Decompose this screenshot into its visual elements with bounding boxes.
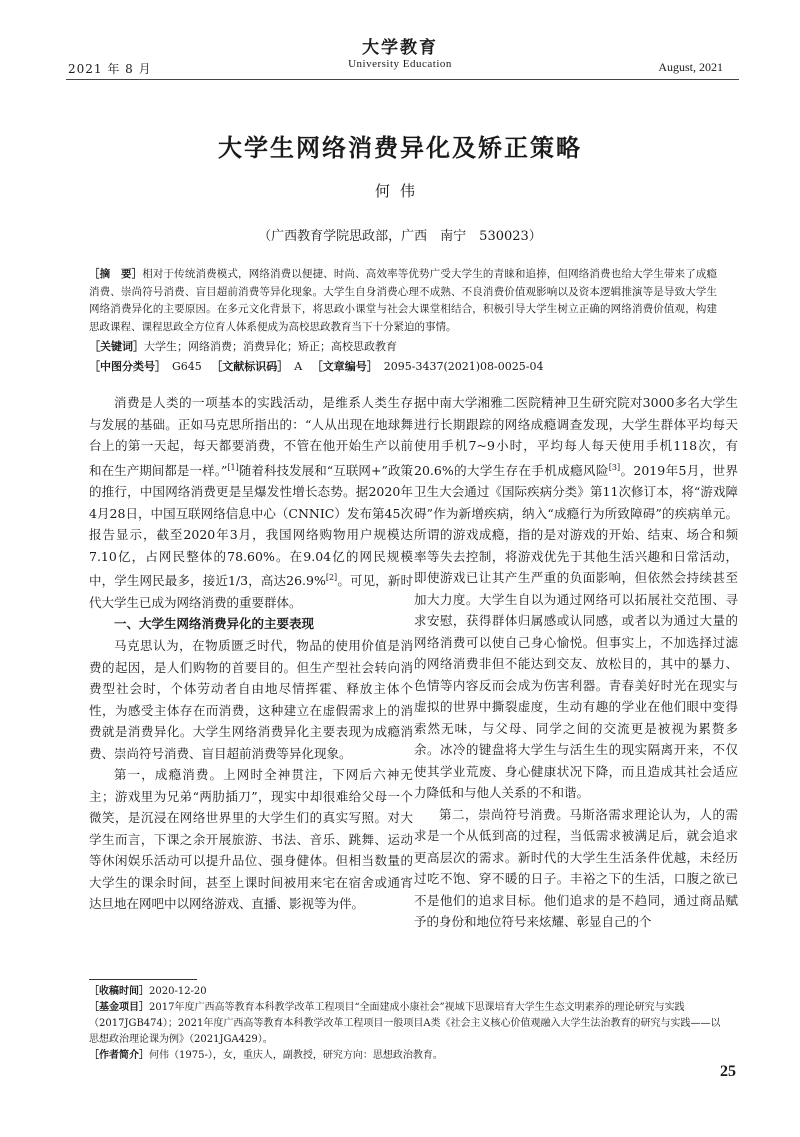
received-value: 2020-12-20 bbox=[149, 986, 207, 997]
abstract-text: 相对于传统消费模式，网络消费以便捷、时尚、高效率等优势广受大学生的青睐和追捧，但网络消费也给大学生带来了成瘾消费、崇尚符号消费、盲目超前消费等异化现象。大学生自身消费心理不成熟、不良消费价值观影响以及资本逻辑推演等是导致大学生网络消费异化的主要原因。在多元文化背景下，将思政小课堂与社会大课堂相结合，积极引导大学生树立正确的网络消费价值观，构建思政课程、课程思政全方位育人体系便成为高校思政教育当下十分紧迫的事情。 bbox=[89, 268, 717, 333]
article-author: 何伟 bbox=[374, 182, 425, 200]
footnote-fund bbox=[89, 1000, 729, 1048]
keywords-label: ［关键词］ bbox=[89, 340, 144, 353]
journal-logo: 大学教育 bbox=[362, 38, 438, 58]
doc-code-label: ［文献标识码］ bbox=[211, 360, 289, 373]
citation-ref: [1] bbox=[227, 462, 239, 472]
keywords bbox=[89, 338, 717, 354]
page-number: 25 bbox=[720, 1063, 736, 1080]
header-divider bbox=[66, 79, 739, 80]
section-heading: 一、大学生网络消费异化的主要表现 bbox=[114, 616, 315, 632]
fund-label: ［基金项目］ bbox=[89, 1002, 149, 1013]
abstract-label: ［摘 要］ bbox=[89, 268, 143, 280]
paragraph-text: 消费是人类的一项基本的实践活动，是维系人类生存与发展的基础。正如马克思所指出的：“人从出现在地球舞台上的第一天起，每天都要消费，不管在他开始生产以前和在生产期间都是一样。” bbox=[89, 395, 413, 478]
abstract bbox=[89, 266, 717, 336]
paragraph: 第一，成瘾消费。上网时全神贯注，下网后六神无主；游戏里为兄弟“两肋插刀”，现实中却很难给父母一个微笑，是沉浸在网络世界里的大学生们的真实写照。对大学生而言，下课之余开展旅游、书法、音乐、跳舞、运动等休闲娱乐活动可以提升品位、强身健体。但相当数量的大学生的课余时间，甚至上课时间被用来宅在宿舍或通宵达旦地在网吧中以网络游戏、直播、影视等为伴。 bbox=[89, 767, 413, 912]
author-affiliation: （广西教育学院思政部，广西 南宁 530023） bbox=[258, 229, 542, 244]
article-title: 大学生网络消费异化及矫正策略 bbox=[218, 134, 582, 162]
paragraph bbox=[414, 392, 738, 804]
doc-code-value: A bbox=[294, 360, 303, 373]
clc-value: G645 bbox=[172, 360, 202, 373]
citation-ref: [2] bbox=[325, 573, 338, 583]
received-label: ［收稿时间］ bbox=[89, 986, 149, 997]
classification-line bbox=[89, 358, 717, 374]
citation-ref: [3] bbox=[608, 462, 621, 472]
issue-date-en: August, 2021 bbox=[658, 60, 723, 74]
footnote-author-bio bbox=[89, 1048, 729, 1064]
fund-value: 2017年度广西高等教育本科教学改革工程项目“全面建成小康社会”视域下思课培育大学生生态文明素养的理论研究与实践（2017JGB474）；2021年度广西高等教育本科教学改革工程项目一般项目A类《社会主义核心价值观融入大学生法治教育的研究与实践——以思想政治理论课为例》（2021JGA429）。 bbox=[89, 1002, 721, 1045]
body-right-column bbox=[414, 392, 738, 933]
keywords-text: 大学生；网络消费；消费异化；矫正；高校思政教育 bbox=[144, 340, 397, 353]
paragraph-text: 。可见，新时代大学生已成为网络消费的重要群体。 bbox=[89, 573, 413, 610]
article-id-label: ［文章编号］ bbox=[311, 360, 378, 373]
author-bio-value: 何伟（1975-），女，重庆人，副教授，研究方向：思想政治教育。 bbox=[149, 1050, 443, 1061]
body-left-column bbox=[89, 392, 413, 915]
article-id-value: 2095-3437(2021)08-0025-04 bbox=[383, 360, 544, 373]
paragraph bbox=[89, 392, 413, 613]
paragraph: 第二，崇尚符号消费。马斯洛需求理论认为，人的需求是一个从低到高的过程，当低需求被满足后，就会追求更高层次的需求。新时代的大学生生活条件优越，未经历过吃不饱、穿不暖的日子。丰裕之下的生活，口腹之欲已不是他们的追求目标。他们追求的是不趋同，通过商品赋予的身份和地位符号来炫耀、彰显自己的个 bbox=[414, 806, 738, 930]
author-bio-label: ［作者简介］ bbox=[89, 1050, 149, 1061]
paragraph: 马克思认为，在物质匮乏时代，物品的使用价值是消费的起因，是人们购物的首要目的。但生产型社会转向消费型社会时，个体劳动者自由地尽情挥霍、释放主体个性，为感受主体存在而消费，这种建立在虚假需求上的消费就是消费异化。大学生网络消费异化主要表现为成瘾消费、崇尚符号消费、盲目超前消费等异化现象。 bbox=[89, 638, 413, 761]
paragraph-text: 随着科技发展和“互联网+”政策的推行，中国网络消费更是呈爆发性增长态势。据2020年4月28日，中国互联网络信息中心（CNNIC）发布第45次报告显示，截至2020年3月，我国网络购物用户规模达7.10亿，占网民整体的78.60%。在9.04亿的网民规模中，学生网民最多，接近1/3，高达26.9% bbox=[89, 462, 413, 589]
journal-name-en: University Education bbox=[348, 58, 452, 70]
footnote-received bbox=[89, 984, 729, 1000]
clc-label: ［中图分类号］ bbox=[89, 360, 166, 373]
paragraph-text: 据中南大学湘雅二医院精神卫生研究院对3000多名大学生进行长期跟踪的网络成瘾调查发现，大学生群体平均每天使用手机7~9小时，平均每人每天使用手机118次，有20.6%的大学生存在手机成瘾风险 bbox=[414, 395, 738, 478]
issue-date-cn: 2021 年 8 月 bbox=[68, 62, 152, 76]
paragraph-text: 。2019年5月，世界卫生大会通过《国际疾病分类》第11次修订本，将“游戏障碍”作为新增疾病，纳入“成瘾行为所致障碍”的疾病单元。所谓的游戏成瘾，指的是对游戏的开始、结束、场合和频率等失去控制，将游戏优先于其他生活兴趣和日常活动，即使游戏已让其产生严重的负面影响，但依然会持续甚至加大力度。大学生自以为通过网络可以拓展社交范围、寻求安慰，获得群体归属感或认同感，或者以为通过大量的网络消费可以使自己身心愉悦。但事实上，不加选择过滤的网络消费非但不能达到交友、放松目的，其中的暴力、色情等内容反而会成为伤害利器。青春美好时光在现实与虚拟的世界中撕裂虚度，生动有趣的学业在他们眼中变得索然无味，与父母、同学之间的交流更是被视为累赘多余。冰冷的键盘将大学生与活生生的现实隔离开来，不仅使其学业荒废、身心健康状况下降，而且造成其社会适应力降低和与他人关系的不和谐。 bbox=[414, 462, 739, 801]
footnote-divider bbox=[89, 979, 197, 980]
